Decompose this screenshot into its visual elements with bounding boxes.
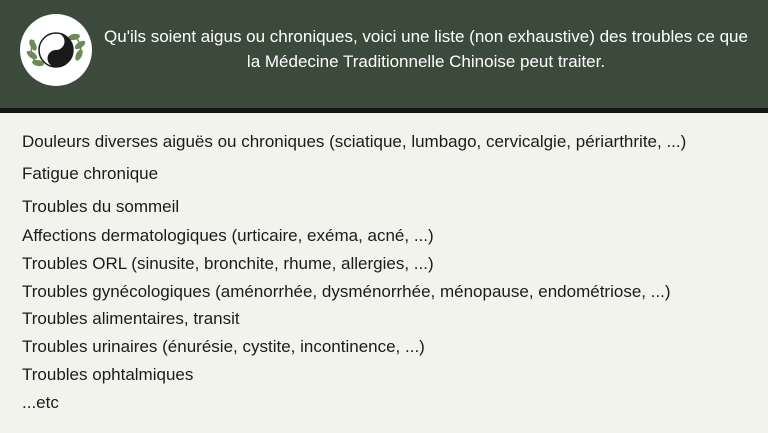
list-item: Troubles du sommeil bbox=[22, 197, 180, 216]
list-item: Troubles ORL (sinusite, bronchite, rhume, allergies, ...) bbox=[22, 254, 434, 273]
list-item: Fatigue chronique bbox=[22, 164, 159, 183]
list-item: Troubles gynécologiques (aménorrhée, dysménorrhée, ménopause, endométriose, ...) bbox=[22, 282, 671, 301]
list-item: Douleurs diverses aiguës ou chroniques (sciatique, lumbago, cervicalgie, périarthrite, ...) bbox=[22, 132, 687, 151]
list-item: Troubles ophtalmiques bbox=[22, 365, 194, 384]
logo bbox=[20, 14, 92, 86]
list-item: Affections dermatologiques (urticaire, exéma, acné, ...) bbox=[22, 226, 434, 245]
intro-text: Qu'ils soient aigus ou chroniques, voici une liste (non exhaustive) des troubles ce que la Médecine Traditionnelle Chinoise peut traiter. bbox=[104, 27, 748, 71]
list-item: ...etc bbox=[22, 393, 59, 412]
list-item: Troubles urinaires (énurésie, cystite, incontinence, ...) bbox=[22, 337, 425, 356]
list-item: Troubles alimentaires, transit bbox=[22, 309, 240, 328]
header-banner bbox=[0, 0, 768, 113]
yin-yang-leaves-icon bbox=[24, 18, 88, 82]
